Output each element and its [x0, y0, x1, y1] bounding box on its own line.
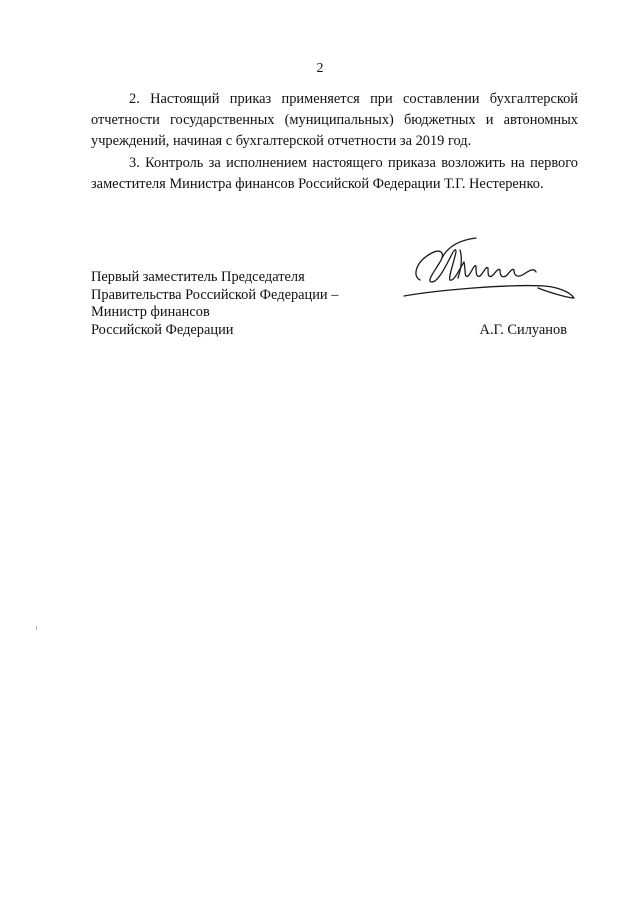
document-body [91, 89, 578, 195]
signatory-title-line: Первый заместитель Председателя [91, 269, 305, 285]
paragraph-3: 3. Контроль за исполнением настоящего приказа возложить на первого заместителя Министра финансов Российской Федерации Т.Г. Нестеренко. [91, 154, 578, 192]
paragraph-2: 2. Настоящий приказ применяется при составлении бухгалтерской отчетности государственных (муниципальных) бюджетных и автономных учреждений, начиная с бухгалтерской отчетности за 2019 год. [91, 91, 578, 150]
signatory-name: А.Г. Силуанов [479, 322, 567, 338]
page-number: 2 [316, 61, 324, 76]
signatory-title-line: Правительства Российской Федерации – [91, 286, 339, 303]
signatory-title-line: Российской Федерации [91, 321, 234, 338]
signature-block [91, 269, 581, 349]
signatory-title-line: Министр финансов [91, 304, 210, 321]
scan-artifact [36, 626, 37, 630]
signatory-title [91, 269, 338, 339]
